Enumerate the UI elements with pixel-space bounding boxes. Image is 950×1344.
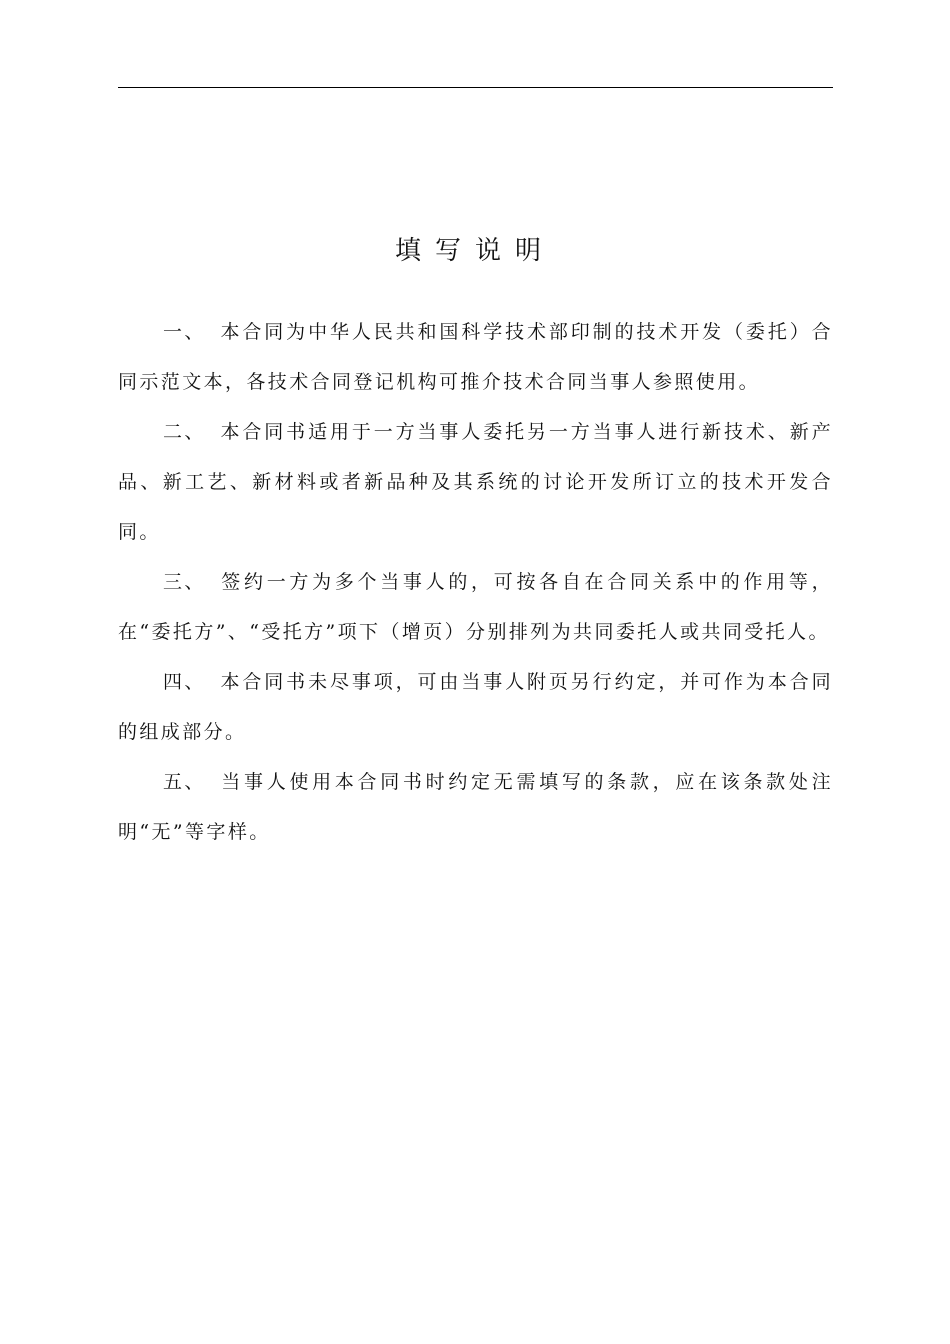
instruction-item-3 xyxy=(118,557,833,657)
header-rule xyxy=(118,87,833,88)
item-text: 本合同书未尽事项，可由当事人附页另行约定，并可作为本合同的组成部分。 xyxy=(118,671,833,743)
instruction-item-2 xyxy=(118,407,833,557)
item-number: 一、 xyxy=(163,321,206,343)
item-number: 四、 xyxy=(163,671,206,693)
item-number: 三、 xyxy=(163,571,206,593)
instruction-item-1 xyxy=(118,307,833,407)
item-number: 五、 xyxy=(163,771,206,793)
page-title: 填写说明 xyxy=(394,236,555,267)
item-text: 本合同书适用于一方当事人委托另一方当事人进行新技术、新产品、新工艺、新材料或者新品种及其系统的讨论开发所订立的技术开发合同。 xyxy=(118,421,833,543)
instruction-item-5 xyxy=(118,757,833,857)
instruction-item-4 xyxy=(118,657,833,757)
instructions-list xyxy=(118,307,833,857)
item-text: 本合同为中华人民共和国科学技术部印制的技术开发（委托）合同示范文本，各技术合同登记机构可推介技术合同当事人参照使用。 xyxy=(118,321,833,393)
item-text: 签约一方为多个当事人的，可按各自在合同关系中的作用等，在“委托方”、“受托方”项下（增页）分别排列为共同委托人或共同受托人。 xyxy=(118,571,833,643)
item-text: 当事人使用本合同书时约定无需填写的条款，应在该条款处注明“无”等字样。 xyxy=(118,771,833,843)
item-number: 二、 xyxy=(163,421,206,443)
